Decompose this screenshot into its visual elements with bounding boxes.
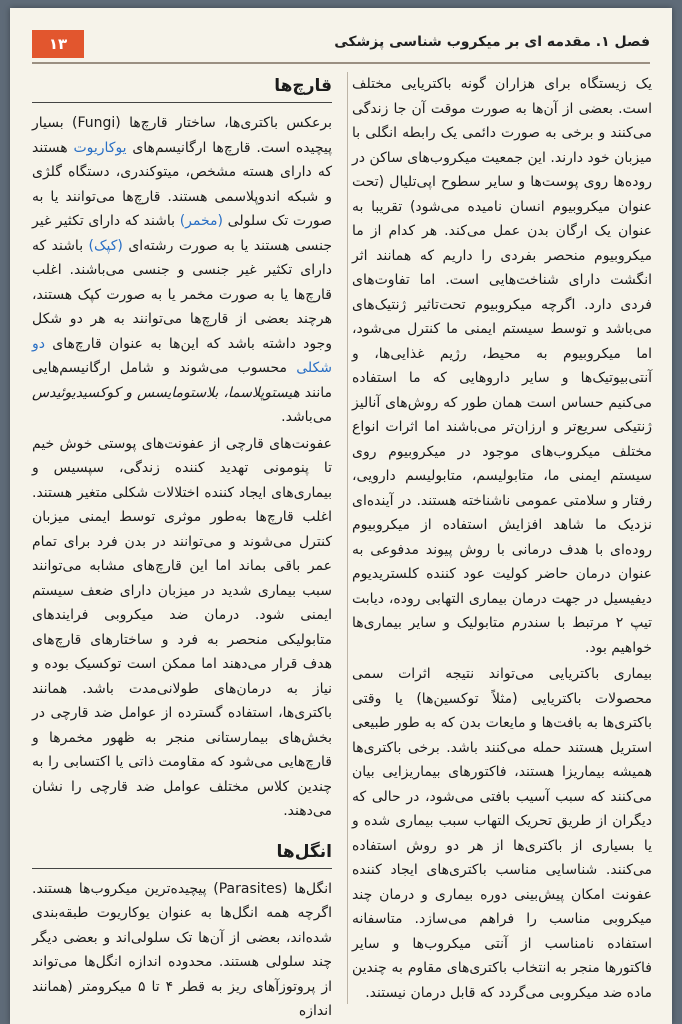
fungi-text: برعکس باکتری‌ها، ساختار قارچ‌ها (Fungi) بسیار پیچیده است. قارچ‌ها ارگانیسم‌های	[32, 115, 332, 156]
fungi-text: می‌باشد.	[281, 409, 332, 425]
right-column	[352, 72, 652, 1004]
eukaryote-term: یوکاریوت	[73, 139, 127, 156]
dimorphic-term: دو شکلی	[32, 335, 332, 376]
fungi-paragraph-1	[32, 111, 332, 430]
page-header	[32, 28, 650, 64]
fungi-text: هستند که دارای هسته مشخص، میتوکندری، دستگاه گلژی و شبکه اندوپلاسمی هستند. قارچ‌ها می‌توانند یا به صورت تک سلولی	[32, 139, 332, 229]
bacterial-disease-paragraph: بیماری باکتریایی می‌تواند نتیجه اثرات سمی محصولات باکتریایی (مثلاً توکسین‌ها) یا وقتی باکتری‌ها به بافت‌ها و مایعات بدن که به طور طبیعی استریل هستند حمله می‌کنند باشد. برخی باکتری‌ها همیشه بیماریزا هستند، فاکتورهای بیماریزایی بیان می‌کنند که سبب آسیب بافتی می‌شود، در حالی که دیگران از طریق تحریک التهاب سبب بیماری شده و یا بسیاری از باکتری‌ها از هر دو روش استفاده می‌کنند. شناسایی مناسب باکتری‌های ایجاد کننده عفونت امکان پیش‌بینی دوره بیماری و درمان چند میکروبی مناسب را فراهم می‌سازد. متاسفانه استفاده نامناسب از آنتی میکروب‌ها و سایر فاکتورها منجر به انتخاب باکتری‌های مقاوم به چندین ماده ضد میکروبی می‌گردد که قابل درمان نیستند.	[352, 666, 652, 1001]
fungi-text: باشند که دارای تکثیر غیر جنسی و جنسی می‌باشند. اغلب قارچ‌ها یا به صورت مخمر یا به صورت کپک هستند، هرچند بعضی از قارچ‌ها می‌توانند به هر دو شکل وجود داشته باشد که این‌ها به عنوان قارچ‌های	[32, 237, 332, 352]
mold-term: (کپک)	[88, 237, 123, 254]
fungi-text: محسوب می‌شوند و شامل ارگانیسم‌هایی مانند	[32, 360, 332, 401]
organism-names: هیستوپلاسما، بلاستومایسس و کوکسیدیوئیدس	[32, 384, 300, 401]
fungi-text: باشند که دارای تکثیر غیر جنسی هستند یا به صورت رشته‌ای	[32, 213, 332, 254]
fungi-paragraph-2: عفونت‌های قارچی از عفونت‌های پوستی خوش خیم تا پنومونی تهدید کننده زندگی، سپسیس و بیماری‌های ایجاد کننده اختلالات شکلی متغیر هستند. اغلب قارچ‌ها به‌طور موثری توسط ایمنی میزبان کنترل می‌شوند و می‌توانند در بدن فرد برای تمام عمر باقی بماند اما این قارچ‌های مشابه می‌توانند سبب بیماری شدید در میزبان دارای ضعف سیستم ایمنی شود. درمان ضد میکروبی فرایندهای متابولیکی منحصر به فرد و ساختارهای قارچ‌های هدف قرار می‌دهند اما ممکن است توکسیک بوده و نیاز به درمان‌های طولانی‌مدت باشد. همانند باکتری‌ها، استفاده گسترده از عوامل ضد قارچی در بخش‌های بیمارستانی منجر به ظهور مخمرها و قارچ‌هایی می‌شود که مقاومت ذاتی یا اکتسابی را به چندین کلاس مختلف عوامل ضد قارچی را نشان می‌دهند.	[32, 435, 332, 819]
section-gap	[32, 826, 332, 838]
page-number-badge: ۱۳	[32, 30, 84, 58]
book-page	[10, 8, 672, 1024]
parasites-paragraph-1: انگل‌ها (Parasites) پیچیده‌ترین میکروب‌ها هستند. اگرچه همه انگل‌ها به عنوان یوکاریوت طبقه‌بندی شده‌اند، بعضی از آن‌ها تک سلولی‌اند و بعضی دیگر چند سلولی هستند. محدوده اندازه انگل‌ها می‌تواند از پروتوزآهای ریز به قطر ۴ تا ۵ میکرومتر (همانند اندازه	[32, 880, 333, 1019]
yeast-term: (مخمر)	[179, 213, 223, 229]
left-column	[32, 72, 333, 1019]
fungi-heading: قارچ‌ها	[32, 72, 332, 103]
parasites-heading: انگل‌ها	[32, 838, 332, 869]
running-head: فصل ۱. مقدمه ای بر میکروب شناسی پزشکی	[334, 34, 650, 50]
column-divider	[347, 72, 348, 1004]
microbiome-paragraph: یک زیستگاه برای هزاران گونه باکتریایی مختلف است. بعضی از آن‌ها به صورت موقت آن جا زندگی می‌کنند و برخی به صورت دائمی یک رابطه انگلی با میزبان خود دارند. این جمعیت میکروب‌های ساکن در روده‌ها روی پوست‌ها و سایر سطوح اپی‌تلیال (تحت عنوان میکروبیوم انسان نامیده می‌شود) تقریبا به عنوان یک ارگان بدن عمل می‌کند. هر کدام از ما میکروبیوم منحصر بفردی را داریم که همانند اثر انگشت دارای شناخت‌هایی است. اما تفاوت‌های فردی دارد. اگرچه میکروبیوم تحت‌تاثیر ژنتیک‌های می‌باشد و توسط سیستم ایمنی ما کنترل می‌شود، اما میکروبیوم به محیط، رژیم غذایی‌ها، و آنتی‌بیوتیک‌ها و سایر داروهایی که ما استفاده می‌کنیم حساس است همان طور که روش‌های آنالیز ژنتیکی سریع‌تر و ارزان‌تر می‌باشند اما اثرات انواع مختلف میکروب‌های موجود در میکروبیوم روی سیستم ایمنی ما، متابولیسم، متابولیسم دارویی، رفتار و سلامتی عمومی ناشناخته هستند. در آینده‌ای نزدیک ما شاهد افزایش استفاده از میکروبیوم روده‌ای با هدف درمانی با روش پیوند مدفوعی به عنوان درمان حاضر کولیت عود کننده کلستریدیوم دیفیسیل در جهت درمان بیماری التهابی روده، دیابت تیپ ۲ مرتبط با سندرم متابولیک و سایر بیماری‌ها خواهیم بود.	[352, 76, 653, 656]
